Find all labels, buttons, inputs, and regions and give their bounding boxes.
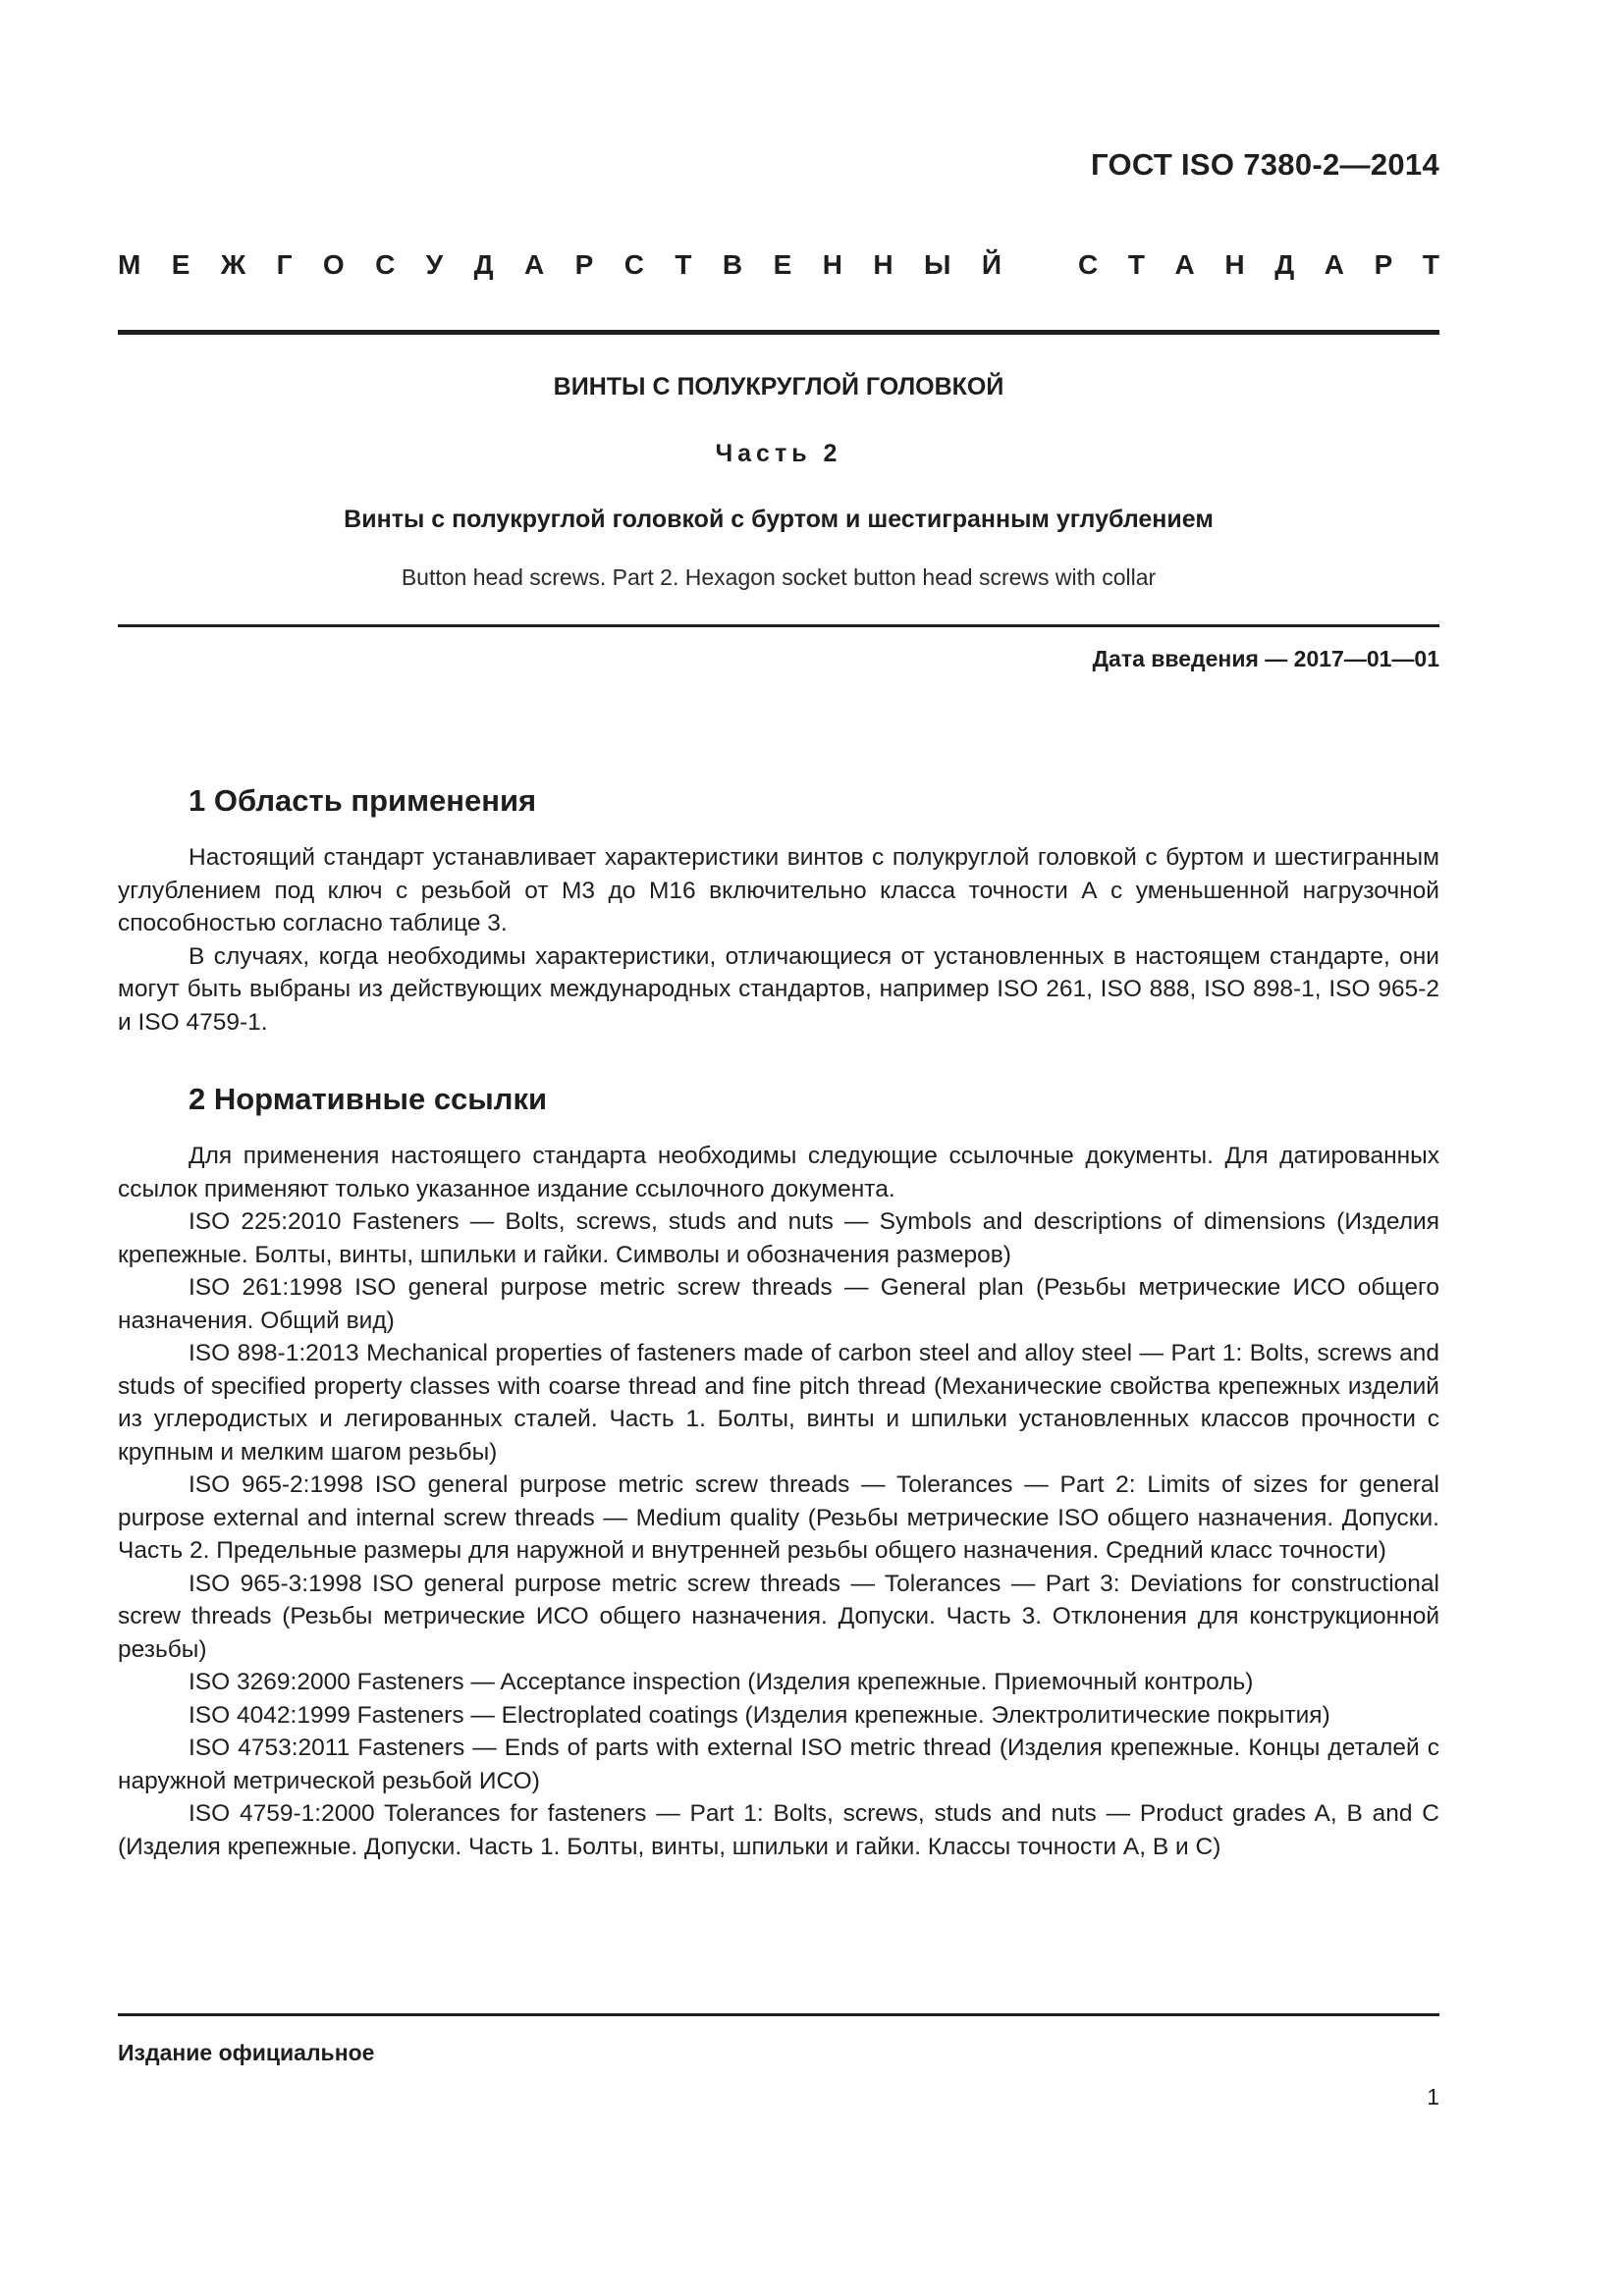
document-page [118, 0, 1439, 2296]
banner-letter: У [425, 249, 444, 280]
banner-letter: А [1324, 249, 1344, 280]
banner-letter: Т [1127, 249, 1145, 280]
document-subtitle: Винты с полукруглой головкой с буртом и шестигранным углублением [344, 506, 1214, 533]
reference-item: ISO 898-1:2013 Mechanical properties of fasteners made of carbon steel and alloy steel — Part 1: Bolts, screws and studs of specified property classes with coarse thread and fine pitch thread (Механические свойства крепежных изделий из углеродистых и легированных сталей. Часть 1. Болты, винты и шпильки установленных классов прочности с крупным и мелким шагом резьбы) [118, 1340, 1439, 1466]
banner-letter: С [1078, 249, 1099, 280]
banner-letter: Н [1224, 249, 1245, 280]
footer-divider [118, 2013, 1439, 2016]
document-title: ВИНТЫ С ПОЛУКРУГЛОЙ ГОЛОВКОЙ [553, 373, 1004, 400]
banner-letter: Д [473, 249, 494, 280]
document-title-english: Button head screws. Part 2. Hexagon socket button head screws with collar [401, 564, 1157, 590]
banner-letter: Р [1374, 249, 1393, 280]
banner-letter: Т [675, 249, 692, 280]
banner-letter: Ж [220, 249, 246, 280]
banner-letter: М [118, 249, 141, 280]
banner-letter: Е [171, 249, 190, 280]
banner-letter: С [623, 249, 644, 280]
standard-type-word-interstate [118, 249, 1001, 281]
paragraph: В случаях, когда необходимы характеристики, отличающиеся от установленных в настоящем стандарте, они могут быть выбраны из действующих международных стандартов, например ISO 261, ISO 888, ISO 898-1, ISO 965-2 и ISO 4759-1. [118, 942, 1439, 1036]
banner-letter: Й [981, 249, 1001, 280]
section-heading-scope: 1 Область применения [189, 783, 537, 818]
reference-item: ISO 3269:2000 Fasteners — Acceptance inspection (Изделия крепежные. Приемочный контроль) [189, 1669, 1254, 1695]
banner-letter: Н [873, 249, 893, 280]
banner-letter: А [523, 249, 545, 280]
banner-letter: А [1174, 249, 1195, 280]
document-part: Часть 2 [715, 440, 842, 467]
paragraph: Настоящий стандарт устанавливает характеристики винтов с полукруглой головкой с буртом и шестигранным углублением под ключ с резьбой от М3 до М16 включительно класса точности А с уменьшенной нагрузочной способностью согласно таблице 3. [118, 844, 1439, 936]
section-body-normative-references [118, 1140, 1439, 1863]
page-number: 1 [1427, 2084, 1439, 2109]
standard-type-banner [118, 249, 1439, 281]
document-number: ГОСТ ISO 7380-2—2014 [1091, 147, 1439, 182]
reference-item: ISO 4042:1999 Fasteners — Electroplated coatings (Изделия крепежные. Электролитические покрытия) [189, 1701, 1330, 1729]
banner-letter: Т [1422, 249, 1439, 280]
banner-letter: Е [773, 249, 792, 280]
reference-item: ISO 261:1998 ISO general purpose metric screw threads — General plan (Резьбы метрические ИСО общего назначения. Общий вид) [118, 1274, 1439, 1334]
section-body-scope [118, 841, 1439, 1039]
reference-item: ISO 225:2010 Fasteners — Bolts, screws, studs and nuts — Symbols and descriptions of dimensions (Изделия крепежные. Болты, винты, шпильки и гайки. Символы и обозначения размеров) [118, 1208, 1439, 1268]
banner-letter: О [322, 249, 345, 280]
banner-letter: Ы [924, 249, 951, 280]
section-heading-normative-references: 2 Нормативные ссылки [189, 1082, 548, 1116]
banner-letter: Г [276, 249, 293, 280]
header-divider [118, 330, 1439, 335]
banner-letter: Н [822, 249, 842, 280]
banner-letter: Р [574, 249, 594, 280]
edition-label: Издание официальное [118, 2040, 375, 2065]
reference-item: ISO 4759-1:2000 Tolerances for fasteners — Part 1: Bolts, screws, studs and nuts — Product grades A, B and C (Изделия крепежные. Допуски. Часть 1. Болты, винты, шпильки и гайки. Классы точности А, В и С) [118, 1800, 1439, 1860]
reference-item: ISO 4753:2011 Fasteners — Ends of parts with external ISO metric thread (Изделия крепежные. Концы деталей с наружной метрической резьбой ИСО) [118, 1735, 1439, 1794]
paragraph: Для применения настоящего стандарта необходимы следующие ссылочные документы. Для датированных ссылок применяют только указанное издание ссылочного документа. [118, 1143, 1439, 1202]
banner-letter: В [722, 249, 743, 280]
reference-item: ISO 965-2:1998 ISO general purpose metric screw threads — Tolerances — Part 2: Limits of sizes for general purpose external and internal screw threads — Medium quality (Резьбы метрические ISO общего назначения. Допуски. Часть 2. Предельные размеры для наружной и внутренней резьбы общего назначения. Средний класс точности) [118, 1471, 1439, 1564]
introduction-date: Дата введения — 2017—01—01 [1092, 646, 1439, 671]
standard-type-word-standard [1078, 249, 1439, 281]
title-divider [118, 624, 1439, 627]
banner-letter: Д [1274, 249, 1295, 280]
reference-item: ISO 965-3:1998 ISO general purpose metric screw threads — Tolerances — Part 3: Deviations for constructional screw threads (Резьбы метрические ИСО общего назначения. Допуски. Часть 3. Отклонения для конструкционной резьбы) [118, 1570, 1439, 1663]
banner-letter: С [375, 249, 396, 280]
